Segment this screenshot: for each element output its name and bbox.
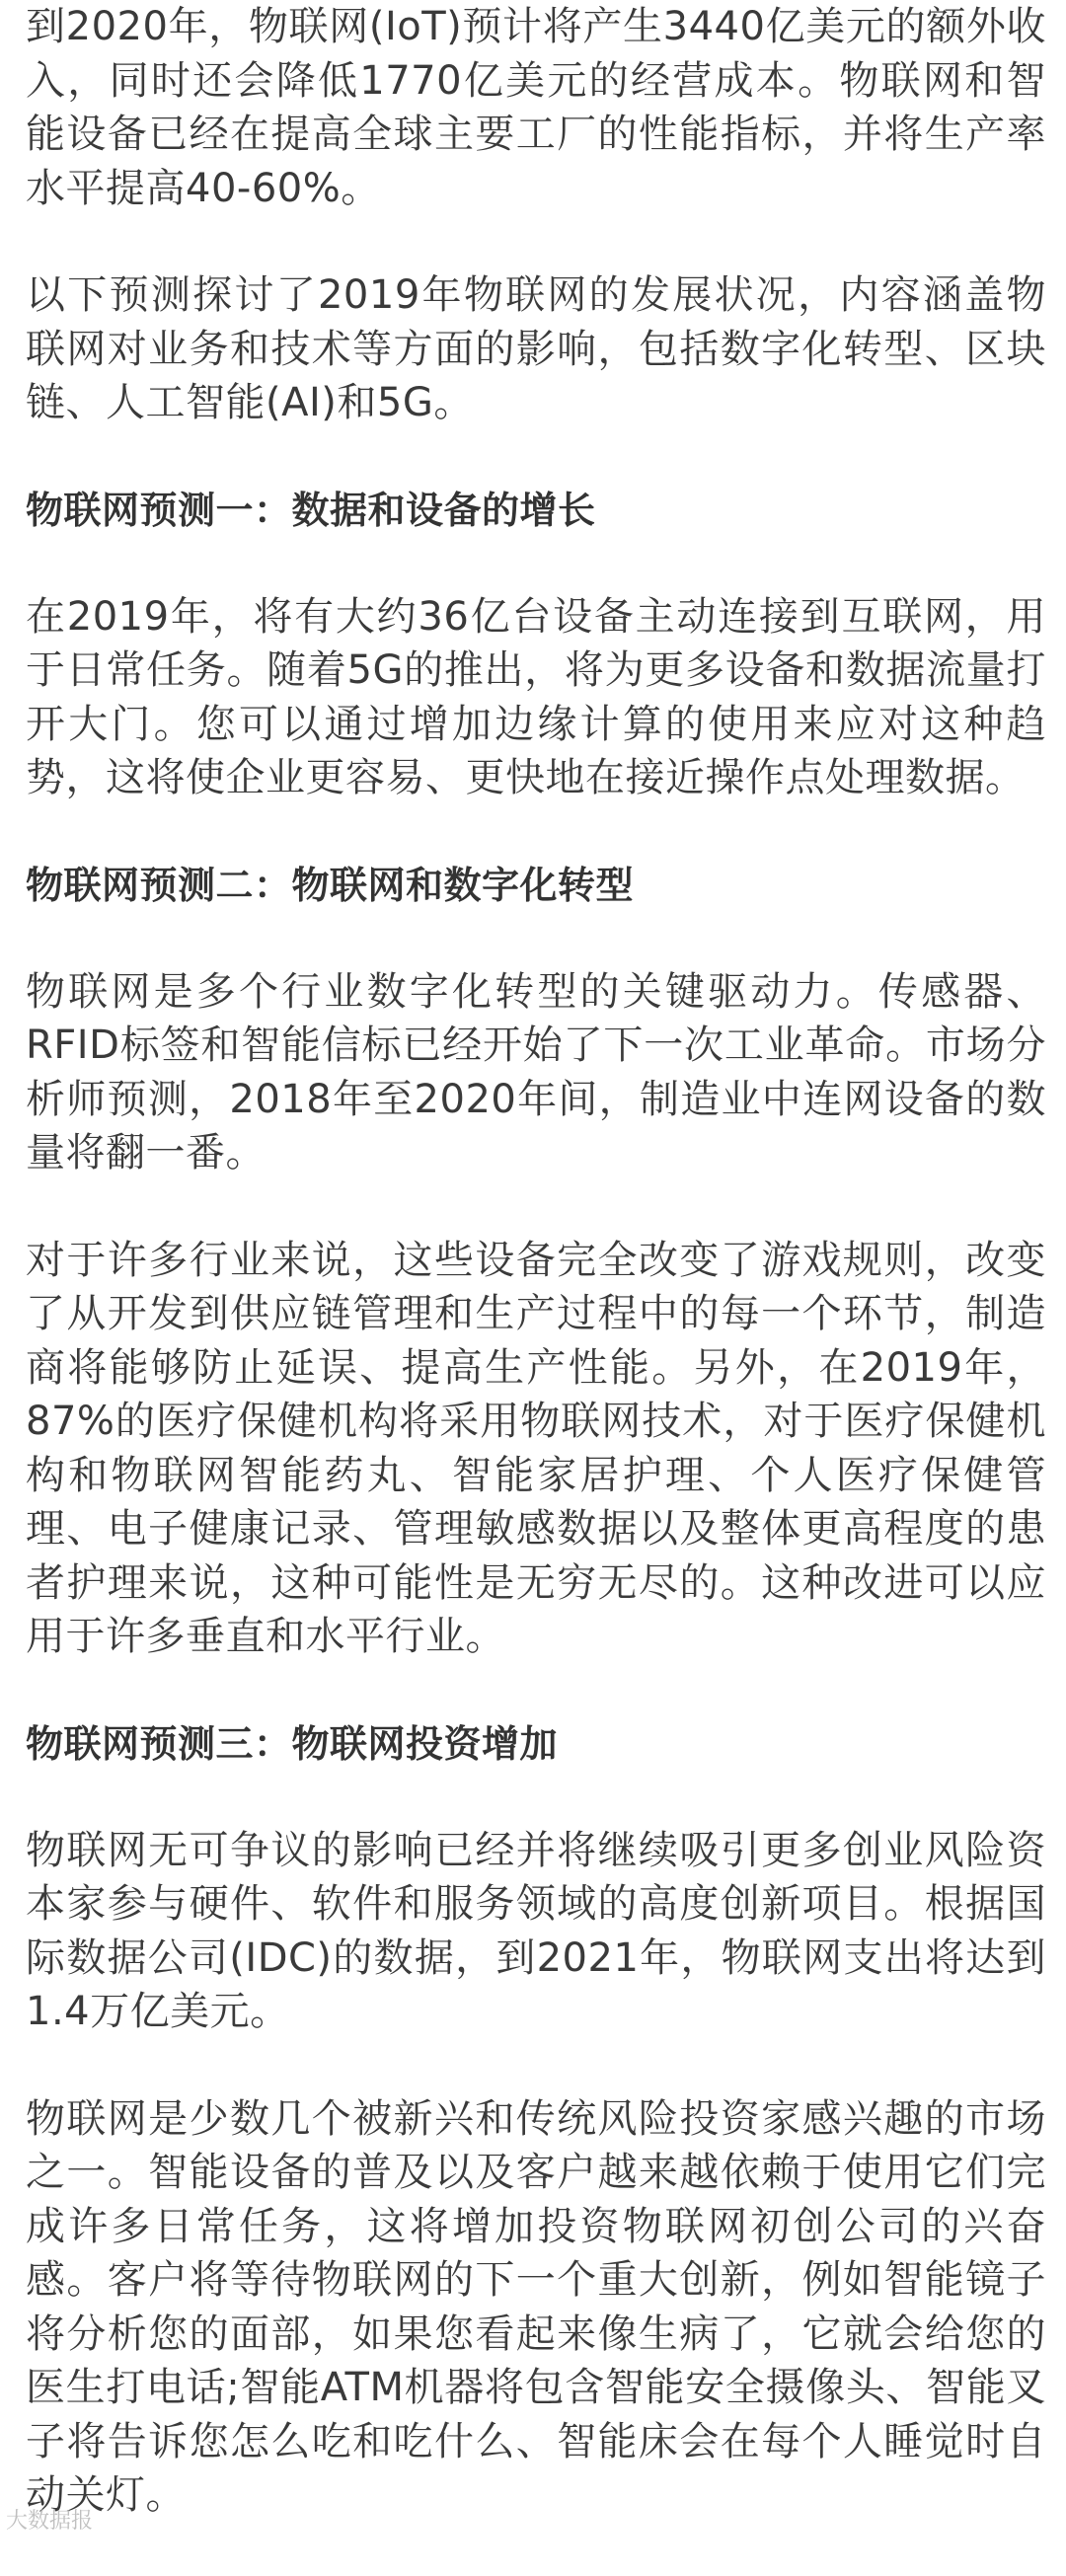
paragraph-overview: 以下预测探讨了2019年物联网的发展状况，内容涵盖物联网对业务和技术等方面的影响，包括数字化转型、区块链、人工智能(AI)和5G。 xyxy=(26,272,1046,425)
paragraph-intro: 到2020年，物联网(IoT)预计将产生3440亿美元的额外收入，同时还会降低1770亿美元的经营成本。物联网和智能设备已经在提高全球主要工厂的性能指标，并将生产率水平提高40-60%。 xyxy=(26,4,1046,211)
watermark-logo: 大数据报 xyxy=(6,2509,94,2534)
section-heading-3: 物联网预测三：物联网投资增加 xyxy=(26,1721,559,1766)
section-heading-1: 物联网预测一：数据和设备的增长 xyxy=(26,488,596,532)
article-body xyxy=(26,0,1046,2576)
paragraph-section-1: 在2019年，将有大约36亿台设备主动连接到互联网，用于日常任务。随着5G的推出，将为更多设备和数据流量打开大门。您可以通过增加边缘计算的使用来应对这种趋势，这将使企业更容易、更快地在接近操作点处理数据。 xyxy=(26,593,1046,800)
section-heading-2: 物联网预测二：物联网和数字化转型 xyxy=(26,863,635,907)
paragraph-section-3b: 物联网是少数几个被新兴和传统风险投资家感兴趣的市场之一。智能设备的普及以及客户越来越依赖于使用它们完成许多日常任务，这将增加投资物联网初创公司的兴奋感。客户将等待物联网的下一个重大创新，例如智能镜子将分析您的面部，如果您看起来像生病了，它就会给您的医生打电话;智能ATM机器将包含智能安全摄像头、智能叉子将告诉您怎么吃和吃什么、智能床会在每个人睡觉时自动关灯。 xyxy=(26,2095,1046,2518)
paragraph-section-3a: 物联网无可争议的影响已经并将继续吸引更多创业风险资本家参与硬件、软件和服务领域的高度创新项目。根据国际数据公司(IDC)的数据，到2021年，物联网支出将达到1.4万亿美元。 xyxy=(26,1827,1046,2034)
paragraph-section-2b: 对于许多行业来说，这些设备完全改变了游戏规则，改变了从开发到供应链管理和生产过程中的每一个环节，制造商将能够防止延误、提高生产性能。另外，在2019年，87%的医疗保健机构将采用物联网技术，对于医疗保健机构和物联网智能药丸、智能家居护理、个人医疗保健管理、电子健康记录、管理敏感数据以及整体更高程度的患者护理来说，这种可能性是无穷无尽的。这种改进可以应用于许多垂直和水平行业。 xyxy=(26,1237,1046,1659)
paragraph-section-2a: 物联网是多个行业数字化转型的关键驱动力。传感器、RFID标签和智能信标已经开始了下一次工业革命。市场分析师预测，2018年至2020年间，制造业中连网设备的数量将翻一番。 xyxy=(26,968,1046,1175)
